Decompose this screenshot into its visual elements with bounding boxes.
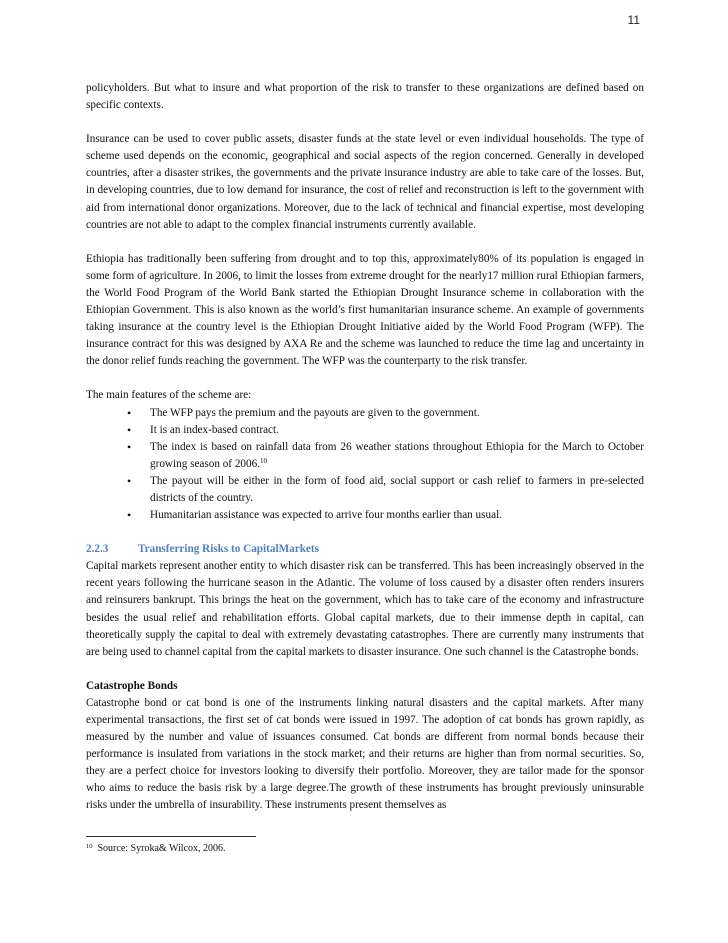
list-item: • The index is based on rainfall data from 26 weather stations throughout Ethiopia for the March to October growing season of 2006.10 [150,439,644,473]
features-list [86,405,644,525]
paragraph-catastrophe-bonds: Catastrophe bond or cat bond is one of the instruments linking natural disasters and the capital markets. After many experimental transactions, the first set of cat bonds were issued in 1997. The adoption of cat bonds has grown rapidly, as measured by the number and value of issuances consumed. Cat bonds are different from normal bonds because their performance is insulated from variations in the stock market; and their returns are higher than from normal securities. So, they are a perfect choice for investors looking to diversify their portfolio. Moreover, they are tailor made for the sponsor who aims to reduce the basis risk by a large degree.The growth of these instruments has brought previously uninsurable risks under the umbrella of insurability. These instruments present themselves as [86,696,644,812]
paragraph-insurance-coverage: Insurance can be used to cover public assets, disaster funds at the state level or even individual households. The type of scheme used depends on the economic, geographical and social aspects of the region concerned. Generally in developed countries, after a disaster strikes, the governments and the private insurance industry are able to take care of the losses. But, in developing countries, due to low demand for insurance, the cost of relief and reconstruction is left to the government with aid from international donor organizations. Moreover, due to the lack of technical and financial expertise, most developing countries are not able to adapt to the complex financial instruments currently available. [86,133,644,231]
catastrophe-bonds-heading: Catastrophe Bonds [86,679,178,692]
page-body [86,80,644,815]
footnote [86,843,226,854]
list-item: • It is an index-based contract. [150,422,644,439]
footnote-divider [86,836,256,837]
section-number: 2.2.3 [86,543,109,556]
section-title: Transferring Risks to CapitalMarkets [138,543,319,556]
list-item: • Humanitarian assistance was expected to arrive four months earlier than usual. [150,507,644,524]
footnote-number: 10 [86,843,93,850]
footnote-ref[interactable]: 10 [260,456,267,465]
section-heading [86,541,644,558]
paragraph-policyholders: policyholders. But what to insure and what proportion of the risk to transfer to these organizations are defined based on specific contexts. [86,82,644,112]
list-item: • The payout will be either in the form of food aid, social support or cash relief to farmers in pre-selected districts of the country. [150,473,644,507]
footnote-text: Source: Syroka& Wilcox, 2006. [97,843,226,854]
list-item: • The WFP pays the premium and the payouts are given to the government. [150,405,644,422]
page-number: 11 [627,13,640,27]
paragraph-ethiopia: Ethiopia has traditionally been suffering from drought and to top this, approximately80% of its population is engaged in some form of agriculture. In 2006, to limit the losses from extreme drought for the nearly17 million rural Ethiopian farmers, the World Food Program of the World Bank started the Ethiopian Drought Insurance scheme in collaboration with the Ethiopian Government. This is also known as the world’s first humanitarian insurance scheme. An example of governments taking insurance at the country level is the Ethiopian Drought Initiative aided by the World Food Program (WFP). The insurance contract for this was designed by AXA Re and the scheme was launched to reduce the time lag and uncertainty in the donor relief funds reaching the government. The WFP was the counterparty to the risk transfer. [86,252,644,368]
paragraph-capital-markets: Capital markets represent another entity to which disaster risk can be transferred. This has been increasingly observed in the recent years following the hurricane season in the Atlantic. The volume of loss caused by a disaster often renders insurers and reinsurers bankrupt. This brings the heat on the government, which has to take care of the economy and infrastructure besides the usual relief and rehabilitation efforts. Global capital markets, due to their immense depth in capital, can theoretically supply the capital to deal with extremely devastating catastrophes. There are currently many instruments that are being used to channel capital from the capital markets to disaster insurance. One such channel is the Catastrophe bonds. [86,560,644,658]
features-intro: The main features of the scheme are: [86,389,252,402]
